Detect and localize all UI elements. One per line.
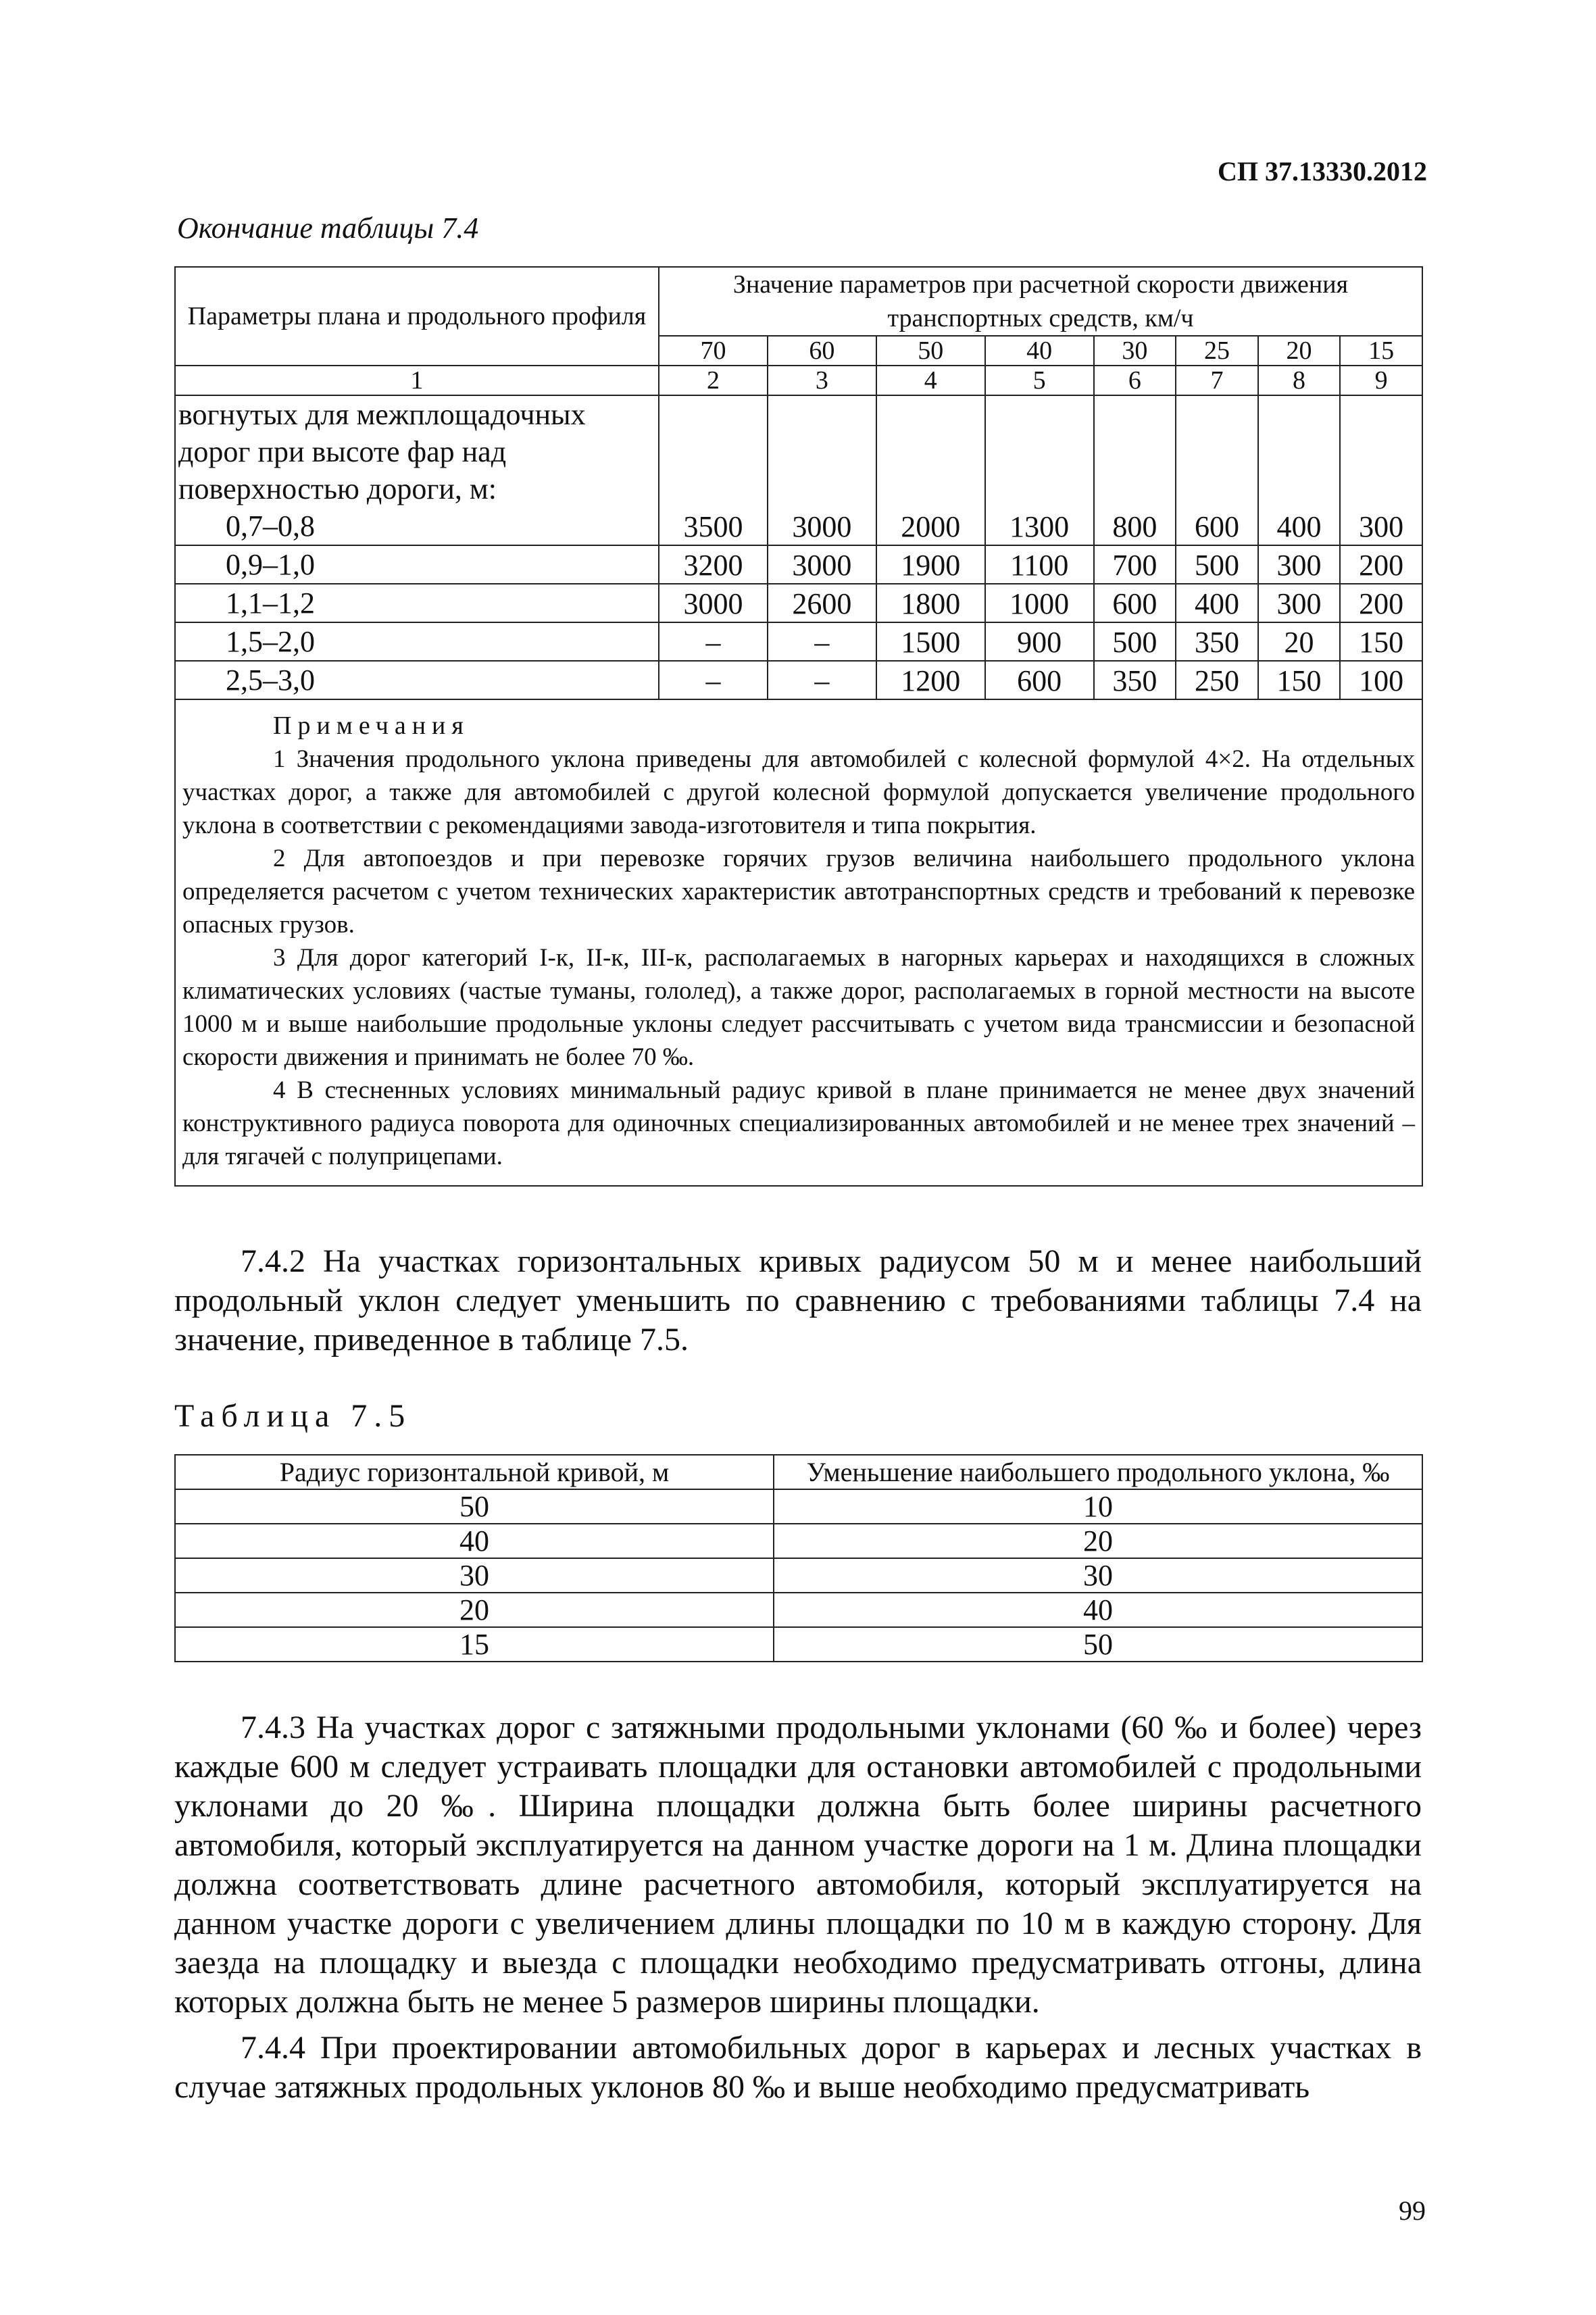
value-cell: 300 (1258, 584, 1341, 622)
col-number: 5 (985, 366, 1094, 395)
document-code: СП 37.13330.2012 (1218, 156, 1427, 186)
height-range: 1,1–1,2 (175, 584, 659, 622)
param-header: Параметры плана и продольного профиля (175, 267, 659, 366)
col-number: 2 (659, 366, 768, 395)
value-cell: 400 (1176, 584, 1258, 622)
note-2: 2 Для автопоездов и при перевозке горячих грузов величина наибольшего продольного уклона определяется расчетом с учетом технических характеристик автотранспортных средств и требований к перевозке опасных грузов. (182, 845, 1415, 939)
note-3: 3 Для дорог категорий I-к, II-к, III-к, располагаемых в нагорных карьерах и находящихся в сложных климатических условиях (частые туманы, гололед), а также дорог, располагаемых в горной местности на высоте 1000 м и выше наибольшие продольные уклоны следует рассчитывать с учетом вида трансмиссии и безопасной скорости движения и принимать не более 70 ‰. (182, 944, 1415, 1071)
paragraph-7-4-4: 7.4.4 При проектировании автомобильных дорог в карьерах и лесных участках в случае затяжных продольных уклонов 80 ‰ и выше необходимо предусматривать (174, 2030, 1422, 2105)
reduction-cell: 40 (774, 1593, 1422, 1627)
col-number: 3 (768, 366, 876, 395)
value-cell: 2000 (876, 395, 985, 545)
column-header: Уменьшение наибольшего продольного уклона, ‰ (774, 1455, 1422, 1489)
table-row (175, 1489, 1422, 1524)
value-cell: 300 (1340, 395, 1422, 545)
height-range: 1,5–2,0 (175, 622, 659, 661)
value-cell: 1900 (876, 545, 985, 584)
value-cell: 700 (1094, 545, 1176, 584)
paragraph-7-4-3: 7.4.3 На участках дорог с затяжными продольными уклонами (60 ‰ и более) через каждые 600 м следует устраивать площадки для остановки автомобилей с продольными уклонами до 20 ‰. Ширина площадки должна быть более ширины расчетного автомобиля, который эксплуатируется на данном участке дороги на 1 м. Длина площадки должна соответствовать длине расчетного автомобиля, который эксплуатируется на данном участке дороги с увеличением длины площадки по 10 м в каждую сторону. Для заезда на площадку и выезда с площадки необходимо предусматривать отгоны, длина которых должна быть не менее 5 размеров ширины площадки. (174, 1710, 1422, 2020)
value-cell: – (659, 661, 768, 699)
table-row (175, 395, 1422, 545)
group-label: вогнутых для межплощадочных дорог при высоте фар над поверхностью дороги, м: (178, 398, 586, 505)
radius-cell: 20 (175, 1593, 774, 1627)
table-row (175, 545, 1422, 584)
radius-cell: 50 (175, 1489, 774, 1524)
table-row (175, 1627, 1422, 1662)
value-cell: – (659, 622, 768, 661)
col-number: 8 (1258, 366, 1341, 395)
speed-cell: 15 (1340, 336, 1422, 366)
value-cell: 350 (1176, 622, 1258, 661)
column-header: Радиус горизонтальной кривой, м (175, 1455, 774, 1489)
value-cell: 1300 (985, 395, 1094, 545)
notes-cell (175, 699, 1422, 1186)
radius-cell: 15 (175, 1627, 774, 1662)
height-range: 0,9–1,0 (175, 545, 659, 584)
value-cell: 3000 (768, 545, 876, 584)
value-cell: 20 (1258, 622, 1341, 661)
value-cell: 400 (1258, 395, 1341, 545)
table-row (175, 1524, 1422, 1558)
value-cell: 600 (1094, 584, 1176, 622)
table-continuation-caption: Окончание таблицы 7.4 (177, 211, 479, 245)
page-number: 99 (1399, 2195, 1426, 2226)
table-header-row (175, 1455, 1422, 1489)
table-7-4-continuation (174, 266, 1423, 1187)
value-cell: 500 (1094, 622, 1176, 661)
height-range: 2,5–3,0 (175, 661, 659, 699)
value-cell: 3500 (659, 395, 768, 545)
value-cell: 150 (1340, 622, 1422, 661)
value-cell: 1500 (876, 622, 985, 661)
value-cell: 350 (1094, 661, 1176, 699)
value-cell: 100 (1340, 661, 1422, 699)
notes-title: Примечания (273, 712, 470, 740)
col-number: 4 (876, 366, 985, 395)
note-4: 4 В стесненных условиях минимальный радиус кривой в плане принимается не менее двух значений конструктивного радиуса поворота для одиночных специализированных автомобилей и не менее трех значений – для тягачей с полуприцепами. (182, 1076, 1415, 1170)
table-7-5-caption: Таблица 7.5 (174, 1398, 412, 1434)
value-cell: 200 (1340, 545, 1422, 584)
value-cell: 3200 (659, 545, 768, 584)
table-row (175, 1593, 1422, 1627)
value-cell: 200 (1340, 584, 1422, 622)
value-cell: 1200 (876, 661, 985, 699)
reduction-cell: 10 (774, 1489, 1422, 1524)
value-cell: 250 (1176, 661, 1258, 699)
table-row (175, 1558, 1422, 1593)
value-cell: – (768, 661, 876, 699)
speed-cell: 50 (876, 336, 985, 366)
value-cell: 150 (1258, 661, 1341, 699)
col-number: 1 (175, 366, 659, 395)
reduction-cell: 20 (774, 1524, 1422, 1558)
value-cell: 600 (1176, 395, 1258, 545)
col-number: 6 (1094, 366, 1176, 395)
value-cell: 300 (1258, 545, 1341, 584)
speed-cell: 25 (1176, 336, 1258, 366)
notes-row (175, 699, 1422, 1186)
radius-cell: 30 (175, 1558, 774, 1593)
value-cell: 500 (1176, 545, 1258, 584)
reduction-cell: 30 (774, 1558, 1422, 1593)
column-number-row (175, 366, 1422, 395)
value-cell: – (768, 622, 876, 661)
col-number: 9 (1340, 366, 1422, 395)
speed-cell: 30 (1094, 336, 1176, 366)
value-cell: 3000 (659, 584, 768, 622)
value-cell: 800 (1094, 395, 1176, 545)
value-cell: 2600 (768, 584, 876, 622)
note-1: 1 Значения продольного уклона приведены для автомобилей с колесной формулой 4×2. На отдельных участках дорог, а также для автомобилей с другой колесной формулой допускается увеличение продольного уклона в соответствии с рекомендациями завода-изготовителя и типа покрытия. (182, 745, 1415, 839)
speed-cell: 60 (768, 336, 876, 366)
value-header: Значение параметров при расчетной скорости движения транспортных средств, км/ч (659, 267, 1422, 336)
table-row (175, 622, 1422, 661)
speed-cell: 70 (659, 336, 768, 366)
reduction-cell: 50 (774, 1627, 1422, 1662)
value-cell: 1800 (876, 584, 985, 622)
radius-cell: 40 (175, 1524, 774, 1558)
value-cell: 1100 (985, 545, 1094, 584)
speed-cell: 40 (985, 336, 1094, 366)
row-label (175, 395, 659, 545)
value-cell: 600 (985, 661, 1094, 699)
table-row (175, 584, 1422, 622)
value-cell: 900 (985, 622, 1094, 661)
col-number: 7 (1176, 366, 1258, 395)
paragraph-7-4-2: 7.4.2 На участках горизонтальных кривых радиусом 50 м и менее наибольший продольный уклон следует уменьшить по сравнению с требованиями таблицы 7.4 на значение, приведенное в таблице 7.5. (174, 1243, 1422, 1358)
table-row (175, 661, 1422, 699)
value-cell: 1000 (985, 584, 1094, 622)
height-range: 0,7–0,8 (226, 509, 315, 543)
table-7-5 (174, 1454, 1423, 1662)
value-cell: 3000 (768, 395, 876, 545)
speed-cell: 20 (1258, 336, 1341, 366)
